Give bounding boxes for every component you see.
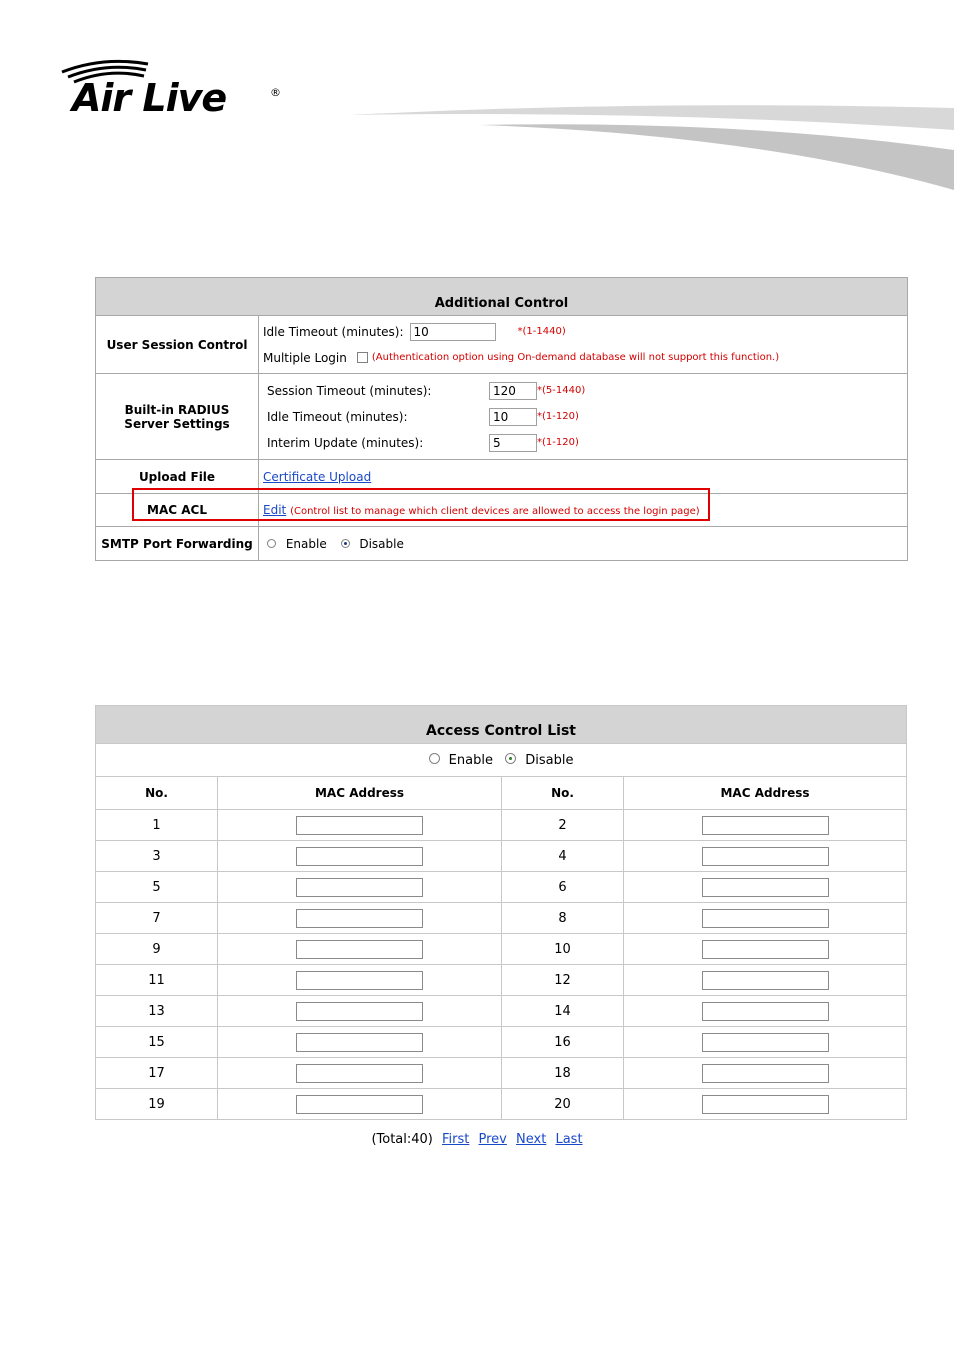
row-number: 3 [96,841,218,872]
col-no-right: No. [502,777,624,810]
mac-acl-highlight-box [132,488,710,521]
radius-idle-timeout-input[interactable]: 10 [489,408,537,426]
row-number: 15 [96,1027,218,1058]
row-number: 18 [502,1058,624,1089]
multiple-login-note: (Authentication option using On-demand database will not support this function.) [371,352,780,363]
mac-address-input[interactable] [702,1095,829,1114]
mac-address-input[interactable] [296,971,423,990]
acl-disable-label: Disable [525,752,574,768]
mac-address-input[interactable] [702,971,829,990]
row-number: 1 [96,810,218,841]
pager-total: (Total:40) [371,1132,433,1147]
upload-file-label: Upload File [96,460,259,494]
mac-acl-edit-link[interactable]: Edit [263,503,287,517]
row-number: 8 [502,903,624,934]
mac-address-input[interactable] [702,878,829,897]
row-number: 11 [96,965,218,996]
row-number: 17 [96,1058,218,1089]
smtp-disable-radio[interactable] [341,539,350,548]
row-number: 16 [502,1027,624,1058]
mac-address-input[interactable] [702,909,829,928]
mac-address-input[interactable] [702,1064,829,1083]
multiple-login-checkbox[interactable] [357,352,368,363]
mac-address-input[interactable] [296,909,423,928]
idle-timeout-input[interactable]: 10 [410,323,496,341]
airlive-logo [58,58,288,128]
session-timeout-label: Session Timeout (minutes): [267,383,432,398]
mac-acl-note: (Control list to manage which client devices are allowed to access the login page) [290,506,700,517]
row-number: 6 [502,872,624,903]
col-mac-right: MAC Address [624,777,907,810]
acl-title: Access Control List [96,706,907,744]
table-row [96,1089,907,1120]
mac-address-input[interactable] [296,878,423,897]
row-number: 10 [502,934,624,965]
smtp-enable-radio[interactable] [267,539,276,548]
row-number: 7 [96,903,218,934]
session-timeout-hint: *(5-1440) [537,385,586,396]
mac-address-input[interactable] [296,1064,423,1083]
idle-timeout-hint: *(1-1440) [517,326,566,337]
mac-address-input[interactable] [296,940,423,959]
registered-mark: ® [270,86,281,99]
logo-wordmark: Air Live [72,76,227,120]
acl-enable-radio[interactable] [429,753,440,764]
acl-disable-radio[interactable] [505,753,516,764]
col-mac-left: MAC Address [218,777,502,810]
user-session-control-label: User Session Control [96,316,259,374]
mac-address-input[interactable] [702,1002,829,1021]
row-number: 19 [96,1089,218,1120]
row-number: 13 [96,996,218,1027]
certificate-upload-link[interactable]: Certificate Upload [263,469,372,484]
row-number: 5 [96,872,218,903]
radius-label-line2: Server Settings [124,416,230,431]
mac-address-input[interactable] [296,1095,423,1114]
mac-address-input[interactable] [296,1002,423,1021]
interim-update-label: Interim Update (minutes): [267,435,424,450]
access-control-list-table [95,705,907,1120]
pagination [0,1132,954,1147]
pager-first-link[interactable]: First [442,1132,470,1147]
mac-address-input[interactable] [296,1033,423,1052]
mac-address-input[interactable] [702,816,829,835]
mac-address-input[interactable] [296,816,423,835]
idle-timeout-label: Idle Timeout (minutes): [263,324,404,339]
radius-settings-label [96,374,259,460]
table-row [96,841,907,872]
smtp-enable-label: Enable [285,536,327,551]
table-row [96,1058,907,1089]
acl-enable-label: Enable [448,752,493,768]
multiple-login-label: Multiple Login [263,350,347,365]
table-row [96,1027,907,1058]
mac-address-input[interactable] [702,940,829,959]
pager-prev-link[interactable]: Prev [478,1132,507,1147]
mac-address-input[interactable] [702,1033,829,1052]
radius-idle-timeout-hint: *(1-120) [537,411,579,422]
interim-update-input[interactable]: 5 [489,434,537,452]
radius-label-line1: Built-in RADIUS [124,402,230,417]
row-number: 14 [502,996,624,1027]
mac-address-input[interactable] [702,847,829,866]
table-row [96,872,907,903]
row-number: 9 [96,934,218,965]
pager-last-link[interactable]: Last [555,1132,583,1147]
mac-acl-label: MAC ACL [96,494,259,527]
table-row [96,996,907,1027]
row-number: 12 [502,965,624,996]
smtp-port-forwarding-label: SMTP Port Forwarding [96,527,259,561]
table-row [96,965,907,996]
table-row [96,810,907,841]
row-number: 20 [502,1089,624,1120]
mac-address-input[interactable] [296,847,423,866]
additional-control-title: Additional Control [96,278,908,316]
row-number: 4 [502,841,624,872]
session-timeout-input[interactable]: 120 [489,382,537,400]
smtp-disable-label: Disable [359,536,404,551]
pager-next-link[interactable]: Next [516,1132,547,1147]
row-number: 2 [502,810,624,841]
interim-update-hint: *(1-120) [537,437,579,448]
radius-idle-timeout-label: Idle Timeout (minutes): [267,409,408,424]
col-no-left: No. [96,777,218,810]
table-row [96,934,907,965]
header-swoosh [340,80,954,200]
table-row [96,903,907,934]
acl-toggle-row [96,744,907,777]
